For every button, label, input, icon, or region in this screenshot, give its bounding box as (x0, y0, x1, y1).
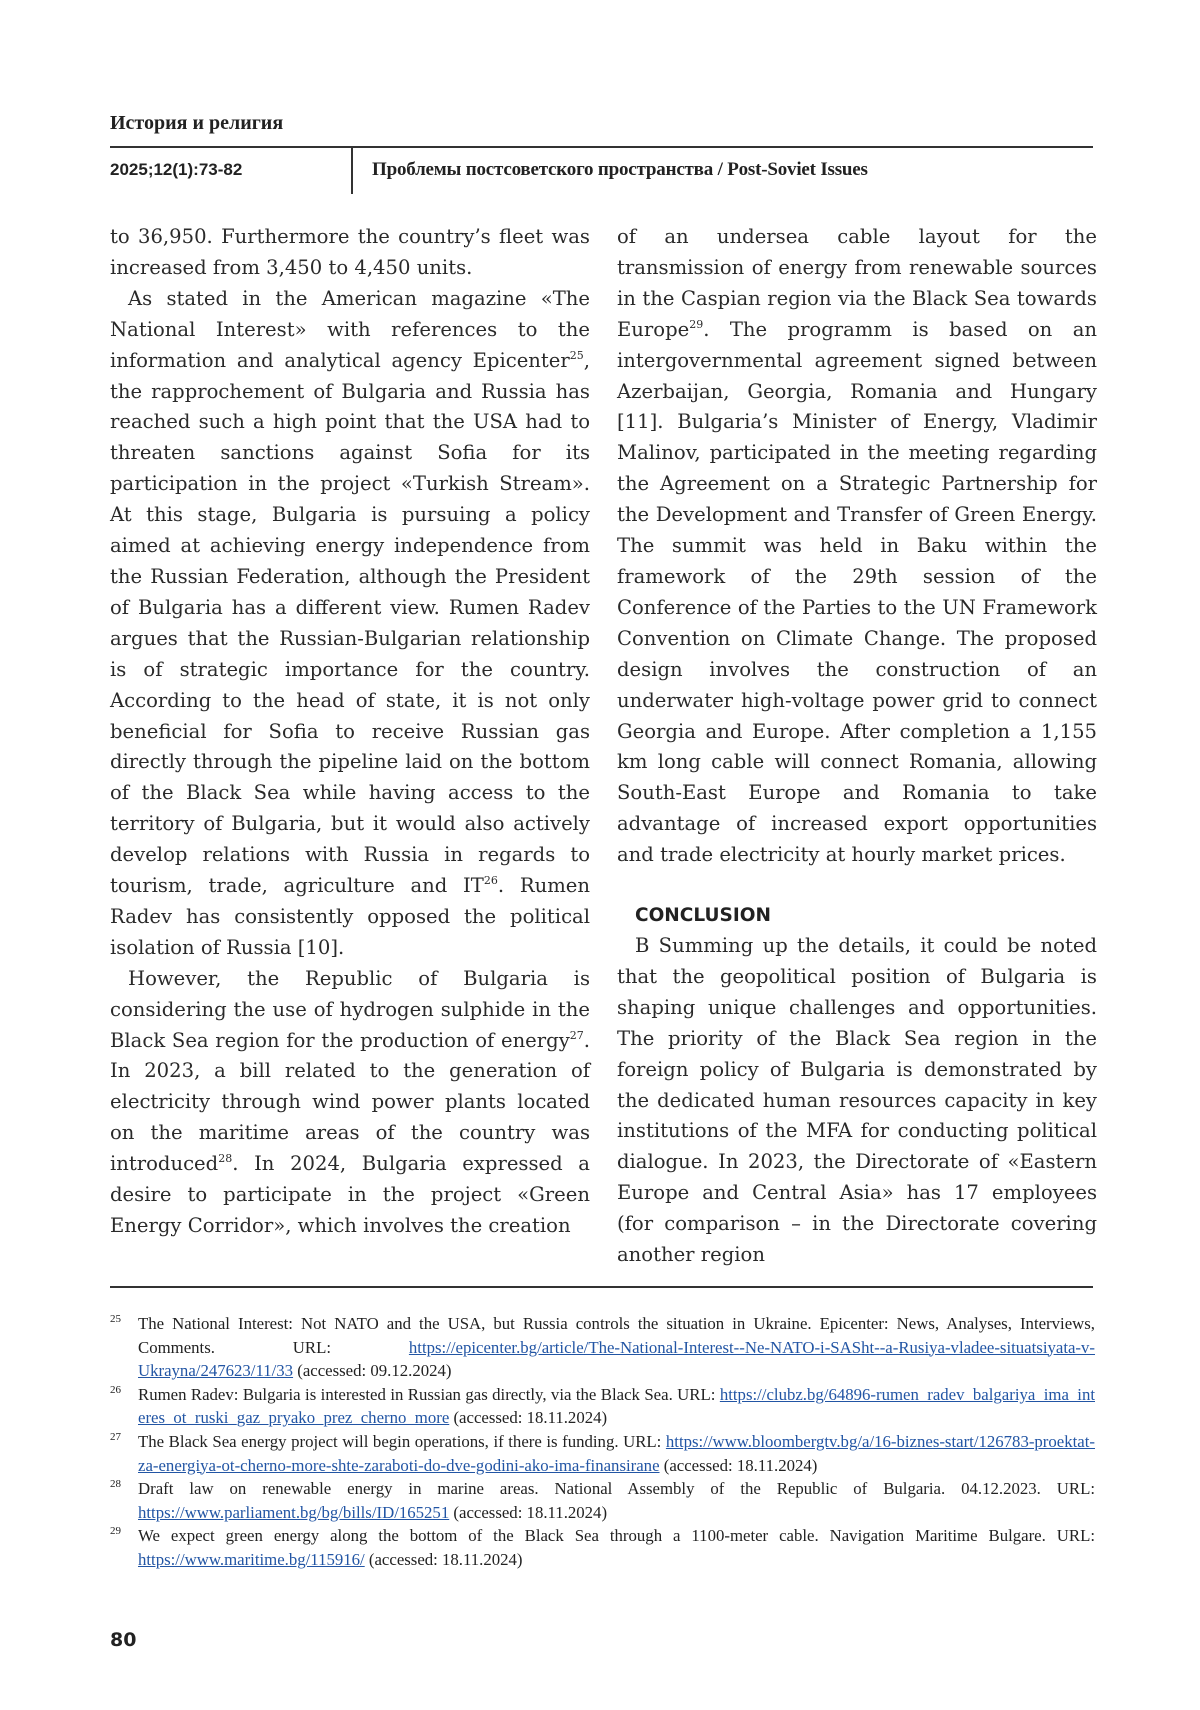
footnote-accessed: (accessed: 09.12.2024) (293, 1361, 452, 1381)
paragraph: B Summing up the details, it could be noted that the geopolitical position of Bulgaria is shaping unique challenges and opportunities. The priority of the Black Sea region in the foreign policy of Bulgaria is demonstrated by the dedicated human resources capacity in key institutions of the MFA for conducting political dialogue. In 2023, the Directorate of «Eastern Europe and Central Asia» has 17 employees (for comparison – in the Directorate covering another region (617, 934, 1097, 1267)
footnote-27 (110, 1430, 1095, 1477)
paragraph (617, 222, 1097, 871)
footnotes (110, 1312, 1095, 1572)
footnote-link[interactable]: https://www.bloombergtv.bg/a/16-biznes-start/126783-proektat-za-energiya-ot-cherno-more-shte-zaraboti-do-dve-godini-ako-ima-finansirane (138, 1431, 1095, 1475)
footnote-text: We expect green energy along the bottom of the Black Sea through a 1100-meter cable. Navigation Maritime Bulgare. URL: (138, 1526, 1095, 1546)
footnote-link[interactable]: https://epicenter.bg/article/The-National-Interest--Ne-NATO-i-SASht--a-Rusiya-vladee-situatsiyata-v-Ukrayna/247623/11/33 (138, 1337, 1095, 1381)
footnote-number: 29 (110, 1525, 121, 1538)
footnote-26 (110, 1383, 1095, 1430)
left-column (110, 222, 590, 1242)
footnote-accessed: (accessed: 18.11.2024) (449, 1502, 608, 1522)
footnote-25 (110, 1312, 1095, 1383)
footnote-29 (110, 1524, 1095, 1571)
issue-citation: 2025;12(1):73-82 (110, 160, 243, 179)
page-number: 80 (110, 1629, 137, 1651)
paragraph-text: of an undersea cable layout for the transmission of energy from renewable sources in the Caspian region via the Black Sea towards Europe (617, 225, 1097, 341)
footnote-ref-29[interactable]: 29 (689, 317, 704, 331)
paragraph-text: . Rumen Radev has consistently opposed the political isolation of Russia [10]. (110, 874, 591, 959)
paragraph-text: . In 2023, a bill related to the generation of electricity through wind power plants located on the maritime areas of the country was introduced (110, 1028, 590, 1176)
paragraph (110, 284, 590, 964)
header-vertical-divider (351, 148, 353, 194)
footnote-link[interactable]: https://clubz.bg/64896-rumen_radev_balgariya_ima_interes_ot_ruski_gaz_pryako_prez_cherno_more (138, 1384, 1095, 1428)
footnote-accessed: (accessed: 18.11.2024) (449, 1408, 608, 1428)
paragraph (110, 964, 590, 1242)
journal-title: Проблемы постсоветского пространства / Post-Soviet Issues (372, 159, 868, 180)
footnote-ref-28[interactable]: 28 (218, 1152, 233, 1166)
footnote-text: Draft law on renewable energy in marine areas. National Assembly of the Republic of Bulgaria. 04.12.2023. URL: (138, 1479, 1095, 1499)
footnote-text: The Black Sea energy project will begin operations, if there is funding. URL: (138, 1431, 666, 1451)
paragraph-text: . In 2024, Bulgaria expressed a desire to participate in the project «Green Energy Corridor», which involves the creation (110, 1152, 590, 1237)
footnote-ref-26[interactable]: 26 (483, 874, 498, 888)
footnote-link[interactable]: https://www.parliament.bg/bg/bills/ID/165251 (138, 1502, 450, 1522)
footnote-28 (110, 1477, 1095, 1524)
paragraph-text: However, the Republic of Bulgaria is considering the use of hydrogen sulphide in the Black Sea region for the production of energy (110, 966, 590, 1052)
paragraph-text: . The programm is based on an intergovernmental agreement signed between Azerbaijan, Georgia, Romania and Hungary [11]. Bulgaria’s Minister of Energy, Vladimir Malinov, participated in the meeting regarding the Agreement on a Strategic Partnership for the Development and Transfer of Green Energy. The summit was held in Baku within the framework of the 29th session of the Conference of the Parties to the UN Framework Convention on Climate Change. The proposed design involves the construction of an underwater high-voltage power grid to connect Georgia and Europe. After completion a 1,155 km long cable will connect Romania, allowing South-East Europe and Romania to take advantage of increased export opportunities and trade electricity at hourly market prices. (617, 317, 1097, 867)
conclusion-heading: CONCLUSION (635, 905, 771, 927)
footnote-text: Rumen Radev: Bulgaria is interested in Russian gas directly, via the Black Sea. URL: (138, 1384, 720, 1404)
footnote-link[interactable]: https://www.maritime.bg/115916/ (138, 1549, 365, 1569)
footnote-number: 28 (110, 1478, 121, 1491)
footnote-text: The National Interest: Not NATO and the USA, but Russia controls the situation in Ukraine. Epicenter: News, Analyses, Interviews, Comments. URL: (138, 1314, 1095, 1357)
footnote-accessed: (accessed: 18.11.2024) (659, 1455, 818, 1475)
footnote-ref-25[interactable]: 25 (569, 348, 584, 362)
paragraph-text: As stated in the American magazine «The National Interest» with references to the information and analytical agency Epicenter (110, 286, 590, 372)
right-column (617, 222, 1097, 1271)
running-header (110, 148, 1093, 194)
footnote-number: 26 (110, 1383, 121, 1396)
footnote-accessed: (accessed: 18.11.2024) (364, 1549, 523, 1569)
paragraph: to 36,950. Furthermore the country’s fleet was increased from 3,450 to 4,450 units. (110, 225, 590, 279)
section-title: История и религия (110, 112, 284, 134)
footnote-number: 27 (110, 1430, 121, 1443)
footnote-number: 25 (110, 1313, 121, 1325)
footnote-ref-27[interactable]: 27 (569, 1028, 584, 1042)
paragraph-text: , the rapprochement of Bulgaria and Russia has reached such a high point that the USA had to threaten sanctions against Sofia for its participation in the project «Turkish Stream». At this stage, Bulgaria is pursuing a policy aimed at achieving energy independence from the Russian Federation, although the President of Bulgaria has a different view. Rumen Radev argues that the Russian-Bulgarian relationship is of strategic importance for the country. According to the head of state, it is not only beneficial for Sofia to receive Russian gas directly through the pipeline laid on the bottom of the Black Sea while having access to the territory of Bulgaria, but it would also actively develop relations with Russia in regards to tourism, trade, agriculture and IT (110, 348, 590, 898)
footnote-divider (110, 1286, 1093, 1288)
